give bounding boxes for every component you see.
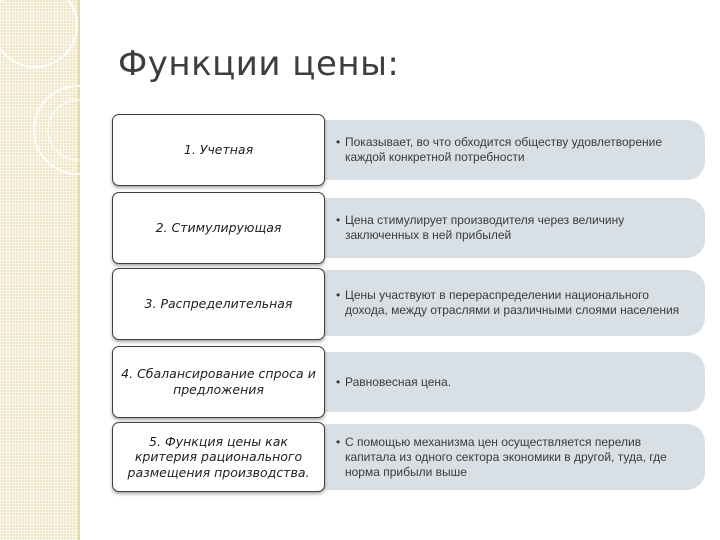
bullet-marker: • [336, 374, 341, 389]
description-text: Показывает, во что обходится обществу удовлетворение каждой конкретной потребности [345, 135, 663, 164]
page-title: Функции цены: [118, 44, 400, 84]
description-text: Цена стимулирует производителя через величину заключенных в ней прибылей [345, 213, 625, 242]
function-box-stimulating [112, 192, 325, 264]
description-box-stimulating [322, 198, 705, 258]
function-label: 1. Учетная [183, 142, 254, 158]
bullet-marker: • [336, 434, 341, 449]
function-box-distributive [112, 268, 325, 340]
function-label: 3. Распределительная [144, 296, 293, 312]
function-label: 5. Функция цены как критерия рационального размещения производства. [127, 433, 310, 480]
function-box-allocation [112, 422, 325, 492]
bullet-marker: • [336, 135, 341, 149]
function-label: 4. Сбалансирование спроса и предложения [121, 366, 316, 397]
bullet-marker: • [336, 213, 341, 227]
decorative-circles [0, 0, 120, 200]
description-text: С помощью механизма цен осуществляется перелив капитала из одного сектора экономики в другой, туда, где норма прибыли выше [345, 434, 667, 479]
description-text: Равновесная цена. [345, 374, 452, 389]
description-box-accounting [322, 120, 705, 180]
bullet-marker: • [336, 288, 341, 302]
function-label: 2. Стимулирующая [155, 220, 282, 236]
description-box-distributive [322, 270, 705, 336]
description-text: Цены участвуют в перераспределении национального дохода, между отраслями и различными слоями населения [345, 288, 680, 317]
function-box-accounting [112, 114, 325, 186]
function-box-balancing [112, 346, 325, 418]
description-box-balancing [322, 352, 705, 412]
description-box-allocation [322, 424, 705, 490]
